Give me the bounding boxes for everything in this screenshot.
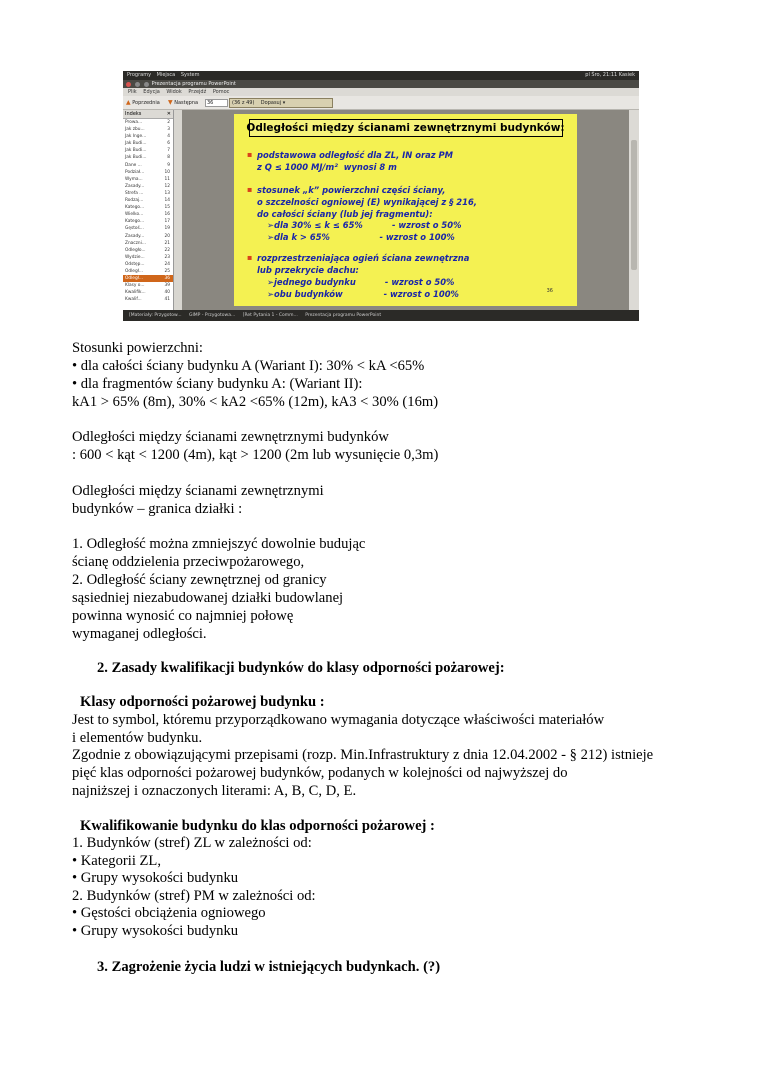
sidebar-item[interactable] bbox=[123, 154, 173, 161]
sidebar-item-label: Wielko... bbox=[125, 212, 144, 218]
text-line: • Grupy wysokości budynku bbox=[72, 870, 239, 886]
maximize-window-icon[interactable] bbox=[144, 82, 149, 87]
sidebar-item-label: Gęstoś... bbox=[125, 226, 144, 232]
sidebar-list bbox=[123, 119, 173, 303]
sidebar-item-label: Kwalifik... bbox=[125, 290, 146, 296]
sidebar-item[interactable] bbox=[123, 169, 173, 176]
sidebar-item[interactable] bbox=[123, 268, 173, 275]
sidebar-item-page: 7 bbox=[167, 148, 170, 154]
text-line: budynków – granica działki : bbox=[72, 501, 243, 517]
menu-programs[interactable]: Programy bbox=[127, 72, 152, 78]
page-number-input[interactable]: 36 bbox=[205, 99, 228, 107]
bullet-icon: ▪ bbox=[247, 185, 253, 194]
slide bbox=[234, 114, 577, 306]
index-sidebar bbox=[123, 110, 174, 310]
desktop-top-panel bbox=[123, 71, 639, 80]
close-icon[interactable]: ✕ bbox=[166, 111, 171, 117]
sidebar-item-label: Jak Budi... bbox=[125, 155, 147, 161]
sidebar-item-page: 21 bbox=[164, 240, 170, 246]
arrow-down-icon: ▼ bbox=[168, 99, 173, 106]
sidebar-item-label: Wydzie... bbox=[125, 254, 145, 260]
sidebar-item[interactable] bbox=[123, 211, 173, 218]
text-line: kA1 > 65% (8m), 30% < kA2 <65% (12m), kA3 < 30% (16m) bbox=[72, 394, 439, 410]
text-line: 2. Budynków (stref) PM w zależności od: bbox=[72, 888, 316, 904]
sidebar-item[interactable] bbox=[123, 133, 173, 140]
minimize-window-icon[interactable] bbox=[135, 82, 140, 87]
section-heading: 2. Zasady kwalifikacji budynków do klasy odporności pożarowej: bbox=[97, 660, 505, 676]
sidebar-item[interactable] bbox=[123, 140, 173, 147]
sidebar-item-page: 23 bbox=[164, 254, 170, 260]
text-line: : 600 < kąt < 1200 (4m), kąt > 1200 (2m lub wysunięcie 0,3m) bbox=[72, 447, 439, 463]
text-line: wymaganej odległości. bbox=[72, 626, 207, 642]
sidebar-item-page: 19 bbox=[164, 226, 170, 232]
sidebar-item-page: 13 bbox=[164, 190, 170, 196]
bullet-icon: ▪ bbox=[247, 253, 253, 262]
slide-line: podstawowa odległość dla ZL, IN oraz PM bbox=[257, 150, 454, 160]
sidebar-item-label: Odległ... bbox=[125, 276, 143, 282]
taskbar-item[interactable]: Prezentacja programu PowerPoint bbox=[305, 313, 382, 318]
sidebar-item-page: 12 bbox=[164, 183, 170, 189]
bullet-icon: ▪ bbox=[247, 150, 253, 159]
sidebar-item-label: Podział... bbox=[125, 169, 145, 175]
sidebar-item-page: 14 bbox=[164, 198, 170, 204]
zoom-select[interactable]: (36 z 49) Dopasuj ▾ bbox=[229, 98, 333, 108]
text-line: Jest to symbol, któremu przyporządkowano wymagania dotyczące właściwości materiałów bbox=[72, 712, 605, 728]
window-title: Prezentacja programu PowerPoint bbox=[151, 81, 236, 87]
menu-help[interactable]: Pomoc bbox=[212, 89, 230, 95]
sidebar-item-page: 39 bbox=[164, 283, 170, 289]
text-line: • Gęstości obciążenia ogniowego bbox=[72, 905, 266, 921]
taskbar bbox=[123, 310, 639, 321]
taskbar-item[interactable]: [Ret Pytania 1 - Comm... bbox=[242, 313, 298, 318]
sidebar-item[interactable] bbox=[123, 275, 173, 282]
menu-places[interactable]: Miejsca bbox=[156, 72, 176, 78]
embedded-screenshot bbox=[123, 71, 639, 321]
sidebar-item[interactable] bbox=[123, 296, 173, 303]
sidebar-item-page: 40 bbox=[164, 290, 170, 296]
text-line: 2. Odległość ściany zewnętrznej od granicy bbox=[72, 572, 327, 588]
sidebar-item-page: 20 bbox=[164, 233, 170, 239]
sidebar-item[interactable] bbox=[123, 254, 173, 261]
sidebar-item-label: Klasy o... bbox=[125, 283, 145, 289]
taskbar-item[interactable]: GIMP - Przygotowa... bbox=[188, 313, 236, 318]
slide-line: ➢dla k > 65% - wzrost o 100% bbox=[267, 232, 455, 242]
slide-line: ➢jednego budynku - wzrost o 50% bbox=[267, 277, 455, 287]
close-window-icon[interactable] bbox=[126, 82, 131, 87]
sidebar-item-page: 15 bbox=[164, 205, 170, 211]
sidebar-item-label: Wyma... bbox=[125, 176, 143, 182]
sidebar-item-page: 3 bbox=[167, 127, 170, 133]
sidebar-item-label: Znaczni... bbox=[125, 240, 146, 246]
slide-title: Odległości między ścianami zewnętrznymi budynków: bbox=[246, 122, 565, 134]
sidebar-item-page: 22 bbox=[164, 247, 170, 253]
sidebar-item[interactable] bbox=[123, 162, 173, 169]
sidebar-item[interactable] bbox=[123, 218, 173, 225]
sidebar-item[interactable] bbox=[123, 204, 173, 211]
sidebar-item[interactable] bbox=[123, 190, 173, 197]
sidebar-item-label: Odległo... bbox=[125, 247, 146, 253]
menu-go[interactable]: Przejdź bbox=[188, 89, 207, 95]
sidebar-item-label: Dane ... bbox=[125, 162, 142, 168]
text-line: najniższej i oznaczonych literami: A, B, C, D, E. bbox=[72, 783, 357, 799]
sidebar-item-label: Jak Budi... bbox=[125, 148, 147, 154]
sidebar-item[interactable] bbox=[123, 233, 173, 240]
text-line: • dla całości ściany budynku A (Wariant I): 30% < kA <65% bbox=[72, 358, 425, 374]
sidebar-item[interactable] bbox=[123, 176, 173, 183]
sidebar-item-label: Prowa... bbox=[125, 120, 143, 125]
sidebar-item-page: 2 bbox=[167, 120, 170, 125]
slide-line: z Q ≤ 1000 MJ/m² wynosi 8 m bbox=[257, 162, 397, 172]
text-line: Odległości między ścianami zewnętrznymi budynków bbox=[72, 429, 389, 445]
sidebar-item-label: Jak zbu... bbox=[125, 127, 145, 133]
sidebar-item[interactable] bbox=[123, 225, 173, 232]
sidebar-item-label: Zasady... bbox=[125, 183, 145, 189]
text-line: sąsiedniej niezabudowanej działki budowlanej bbox=[72, 590, 344, 606]
text-line: 1. Odległość można zmniejszyć dowolnie budując bbox=[72, 536, 366, 552]
vertical-scrollbar[interactable] bbox=[629, 110, 639, 310]
menu-system[interactable]: System bbox=[180, 72, 200, 78]
slide-canvas bbox=[182, 110, 629, 310]
sidebar-item-page: 4 bbox=[167, 134, 170, 140]
slide-line: lub przekrycie dachu: bbox=[257, 265, 359, 275]
arrow-up-icon: ▲ bbox=[126, 99, 131, 106]
taskbar-item[interactable]: [Materiały: Przygotow... bbox=[129, 313, 182, 318]
sidebar-item-page: 11 bbox=[164, 176, 170, 182]
window-titlebar bbox=[123, 80, 639, 88]
text-line: • dla fragmentów ściany budynku A: (Wariant II): bbox=[72, 376, 363, 392]
prev-page-button[interactable]: ▲ Poprzednia bbox=[126, 99, 160, 106]
sidebar-item-label: Rodzaj... bbox=[125, 198, 144, 204]
text-line: pięć klas odporności pożarowej budynków, podanych w kolejności od najwyższej do bbox=[72, 765, 568, 781]
sidebar-item-label: Jak Budi... bbox=[125, 141, 147, 147]
slide-line: rozprzestrzeniająca ogień ściana zewnętrzna bbox=[257, 253, 470, 263]
sidebar-item[interactable] bbox=[123, 197, 173, 204]
sidebar-item[interactable] bbox=[123, 183, 173, 190]
sidebar-item-label: Odstęp... bbox=[125, 261, 145, 267]
sidebar-item[interactable] bbox=[123, 282, 173, 289]
menu-file[interactable]: Plik bbox=[128, 89, 137, 95]
sidebar-header: Indeks ✕ bbox=[125, 111, 171, 117]
sidebar-item-label: Odległ... bbox=[125, 268, 143, 274]
scrollbar-thumb[interactable] bbox=[631, 140, 637, 270]
sidebar-item[interactable] bbox=[123, 119, 173, 126]
subheading: Klasy odporności pożarowej budynku : bbox=[80, 694, 325, 710]
slide-line: do całości ściany (lub jej fragmentu): bbox=[257, 209, 433, 219]
sidebar-item[interactable] bbox=[123, 289, 173, 296]
app-menubar bbox=[123, 88, 639, 96]
slide-line: stosunek „k” powierzchni części ściany, bbox=[257, 185, 446, 195]
sidebar-item[interactable] bbox=[123, 261, 173, 268]
text-line: Odległości między ścianami zewnętrznymi bbox=[72, 483, 324, 499]
slide-line: ➢dla 30% ≤ k ≤ 65% - wzrost o 50% bbox=[267, 220, 462, 230]
sidebar-item-page: 36 bbox=[164, 276, 170, 282]
sidebar-item-page: 41 bbox=[164, 297, 170, 303]
sidebar-item-page: 10 bbox=[164, 169, 170, 175]
viewer-toolbar bbox=[123, 96, 639, 110]
sidebar-item-label: Katego... bbox=[125, 205, 145, 211]
sidebar-item-page: 25 bbox=[164, 268, 170, 274]
text-line: ścianę oddzielenia przeciwpożarowego, bbox=[72, 554, 305, 570]
sidebar-item-label: Zasady... bbox=[125, 233, 145, 239]
sidebar-item[interactable] bbox=[123, 247, 173, 254]
sidebar-item-page: 17 bbox=[164, 219, 170, 225]
sidebar-item-label: Kwalif... bbox=[125, 297, 142, 303]
section-heading: 3. Zagrożenie życia ludzi w istniejących budynkach. (?) bbox=[97, 959, 441, 975]
sidebar-item-label: Katego... bbox=[125, 219, 145, 225]
slide-page-number: 36 bbox=[546, 288, 553, 294]
text-line: • Grupy wysokości budynku bbox=[72, 923, 239, 939]
sidebar-item-label: Strefa ... bbox=[125, 190, 144, 196]
sidebar-item-page: 8 bbox=[167, 155, 170, 161]
sidebar-item-page: 16 bbox=[164, 212, 170, 218]
sidebar-item[interactable] bbox=[123, 240, 173, 247]
sidebar-item-page: 6 bbox=[167, 141, 170, 147]
text-line: Stosunki powierzchni: bbox=[72, 340, 203, 356]
sidebar-item[interactable] bbox=[123, 147, 173, 154]
slide-line: ➢obu budynków - wzrost o 100% bbox=[267, 289, 459, 299]
menu-edit[interactable]: Edycja bbox=[143, 89, 160, 95]
panel-clock-user: pl Śro, 21:11 Kasiek bbox=[585, 72, 635, 78]
text-line: • Kategorii ZL, bbox=[72, 853, 161, 869]
text-line: Zgodnie z obowiązującymi przepisami (rozp. Min.Infrastruktury z dnia 12.04.2002 - § 212) istnieje bbox=[72, 747, 654, 763]
menu-view[interactable]: Widok bbox=[166, 89, 182, 95]
next-page-button[interactable]: ▼ Następna bbox=[168, 99, 199, 106]
text-line: i elementów budynku. bbox=[72, 730, 203, 746]
sidebar-item-label: Jak Inge... bbox=[125, 134, 147, 140]
sidebar-item-page: 24 bbox=[164, 261, 170, 267]
text-line: powinna wynosić co najmniej połowę bbox=[72, 608, 294, 624]
text-line: 1. Budynków (stref) ZL w zależności od: bbox=[72, 835, 312, 851]
subheading: Kwalifikowanie budynku do klas odporności pożarowej : bbox=[80, 818, 435, 834]
sidebar-item[interactable] bbox=[123, 126, 173, 133]
sidebar-splitter[interactable] bbox=[174, 110, 182, 310]
sidebar-item-page: 9 bbox=[167, 162, 170, 168]
slide-line: o szczelności ogniowej (E) wynikającej z § 216, bbox=[257, 197, 477, 207]
